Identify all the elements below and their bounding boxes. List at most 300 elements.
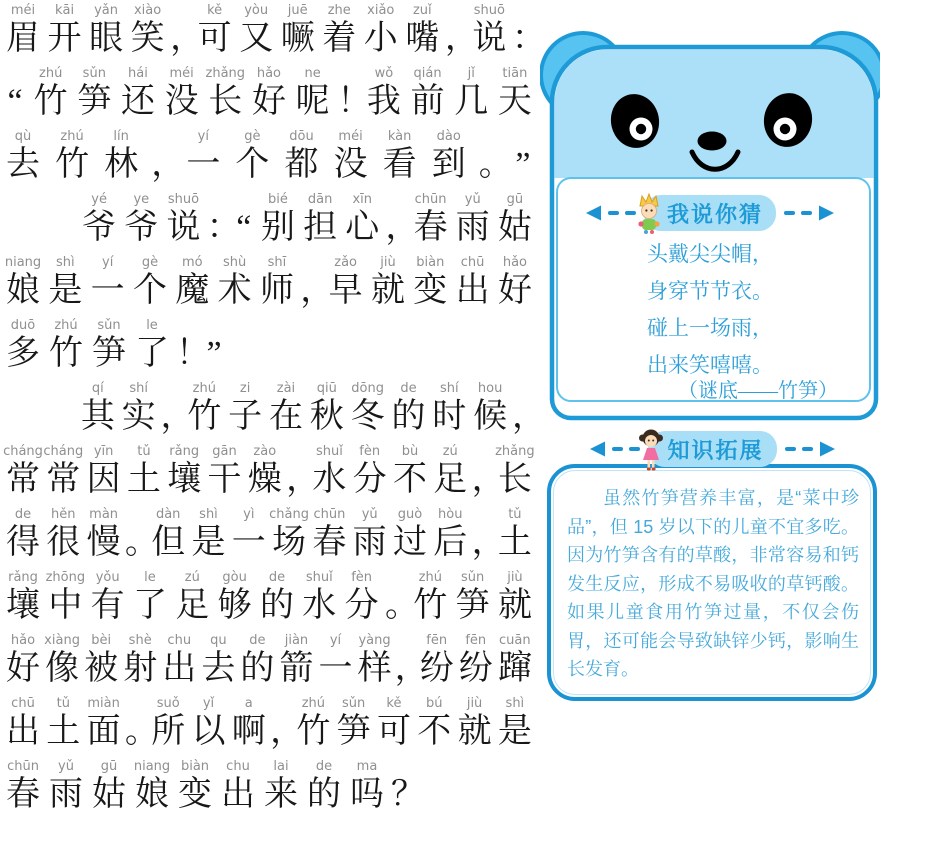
hanzi-cell xyxy=(279,2,317,62)
hanzi-cell xyxy=(87,2,125,62)
pinyin-label: yàng xyxy=(358,633,391,648)
hanzi-char: 啊 xyxy=(231,713,266,750)
hanzi-char: 出 xyxy=(6,713,40,750)
hanzi-cell xyxy=(452,65,490,125)
hanzi-char: 足 xyxy=(433,461,468,498)
hanzi-char: 笑 xyxy=(130,20,165,57)
knowledge-body-text: 虽然竹笋营养丰富，是“菜中珍品”，但 15 岁以下的儿童不宜多吃。因为竹笋含有的草酸，非常容易和钙发生反应，形成不易吸收的草钙酸。如果儿童食用竹笋过量，不仅会伤胃，还可能会导致缺锌少钙，影响生长发育。 xyxy=(567,488,859,679)
pinyin-label: zuǐ xyxy=(412,3,432,18)
pinyin-label: gū xyxy=(100,759,118,774)
pinyin-label: kě xyxy=(207,3,223,18)
pinyin-label: cuān xyxy=(499,633,531,648)
text-line xyxy=(4,2,546,65)
pinyin-label: chu xyxy=(167,633,192,648)
pinyin-label: juē xyxy=(287,3,308,18)
hanzi-cell xyxy=(119,65,157,125)
pinyin-label: de xyxy=(400,381,417,396)
hanzi-char: 竹 xyxy=(187,398,222,435)
hanzi-char: 笋 xyxy=(336,713,371,750)
hanzi-char: 长 xyxy=(497,461,532,498)
pinyin-label: yí xyxy=(102,255,114,270)
pinyin-label: màn xyxy=(89,507,119,522)
hanzi-cell xyxy=(122,191,160,251)
hanzi-char: “ xyxy=(7,83,23,120)
boy-mascot-icon xyxy=(634,193,664,235)
hanzi-char: 林 xyxy=(104,146,139,183)
hanzi-char: 我 xyxy=(366,83,401,120)
pinyin-label: zhe xyxy=(327,3,351,18)
pinyin-label: yòu xyxy=(244,3,269,18)
hanzi-char: ” xyxy=(206,335,222,372)
hanzi-char: 师 xyxy=(259,272,294,309)
hanzi-cell xyxy=(85,695,123,755)
hanzi-char: 后 xyxy=(433,524,468,561)
hanzi-char: 个 xyxy=(132,272,167,309)
hanzi-char: 术 xyxy=(217,272,252,309)
pinyin-label: shí xyxy=(129,381,148,396)
pinyin-label: zi xyxy=(239,381,251,396)
hanzi-char: 好 xyxy=(497,272,532,309)
hanzi-cell xyxy=(277,632,315,692)
hanzi-char: 候 xyxy=(473,398,508,435)
hanzi-cell xyxy=(121,632,159,692)
text-line xyxy=(4,695,534,758)
punctuation-cell xyxy=(4,65,26,125)
riddle-line: 出来笑嘻嘻。 xyxy=(647,353,773,377)
pinyin-label: biàn xyxy=(180,759,210,774)
pinyin-label: niang xyxy=(133,759,171,774)
hanzi-char: 以 xyxy=(191,713,226,750)
hanzi-cell xyxy=(46,2,84,62)
hanzi-char: 可 xyxy=(376,713,411,750)
hanzi-char: ， xyxy=(511,398,546,435)
hanzi-cell xyxy=(205,443,243,503)
hanzi-cell xyxy=(230,506,268,566)
pinyin-label: jiù xyxy=(507,570,523,585)
hanzi-char: ， xyxy=(471,461,506,498)
pinyin-label: yí xyxy=(197,129,209,144)
hanzi-cell xyxy=(4,758,42,818)
hanzi-char: 的 xyxy=(307,776,341,813)
hanzi-cell xyxy=(310,506,348,566)
pinyin-label: ne xyxy=(304,66,321,81)
hanzi-cell xyxy=(454,254,492,314)
hanzi-cell xyxy=(262,758,300,818)
hanzi-char: 出 xyxy=(162,650,197,687)
hanzi-cell xyxy=(233,128,271,188)
pinyin-label: tǔ xyxy=(56,696,70,711)
knowledge-header-label: 知识拓展 xyxy=(667,437,764,463)
pinyin-label: le xyxy=(144,570,156,585)
hanzi-cell xyxy=(43,632,81,692)
pinyin-label: lín xyxy=(113,129,129,144)
hanzi-char: 是 xyxy=(48,272,83,309)
hanzi-char: 出 xyxy=(221,776,255,813)
hanzi-char: 早 xyxy=(328,272,363,309)
pinyin-label: rǎng xyxy=(169,444,200,459)
hanzi-cell xyxy=(246,443,284,503)
punctuation-cell xyxy=(394,632,429,692)
hanzi-char: 担 xyxy=(303,209,338,246)
pinyin-label: shì xyxy=(56,255,75,270)
hanzi-cell xyxy=(165,443,203,503)
punctuation-cell xyxy=(203,317,225,377)
hanzi-cell xyxy=(189,506,227,566)
pinyin-label: sǔn xyxy=(460,570,485,585)
hanzi-char: 慢 xyxy=(86,524,121,561)
hanzi-char: 分 xyxy=(344,587,379,624)
hanzi-cell xyxy=(430,380,468,440)
hanzi-char: ： xyxy=(511,20,546,57)
pinyin-label: de xyxy=(315,759,333,774)
pinyin-label: yì xyxy=(243,507,255,522)
pinyin-label: bèi xyxy=(91,633,112,648)
hanzi-char: 心 xyxy=(345,209,380,246)
hanzi-char: 笋 xyxy=(455,587,490,624)
riddle-panel xyxy=(540,28,880,423)
hanzi-char: 好 xyxy=(6,650,40,687)
hanzi-cell xyxy=(189,695,227,755)
pinyin-label: miàn xyxy=(87,696,120,711)
pinyin-label: zhú xyxy=(301,696,326,711)
knowledge-box xyxy=(547,464,877,701)
hanzi-char: 几 xyxy=(454,83,489,120)
hanzi-cell xyxy=(327,254,365,314)
knowledge-panel-header xyxy=(545,430,880,468)
pinyin-label: zhǎng xyxy=(205,66,246,81)
hanzi-cell xyxy=(238,632,276,692)
pinyin-label: jiù xyxy=(380,255,396,270)
hanzi-cell xyxy=(431,506,469,566)
hanzi-char: “ xyxy=(236,209,252,246)
pinyin-label: ye xyxy=(133,192,150,207)
pinyin-label: zǎo xyxy=(334,255,357,270)
hanzi-char: 被 xyxy=(84,650,119,687)
punctuation-cell xyxy=(176,317,210,377)
hanzi-char: 魔 xyxy=(175,272,210,309)
hanzi-char: 天 xyxy=(497,83,532,120)
punctuation-cell xyxy=(444,2,479,62)
hanzi-cell xyxy=(46,254,84,314)
hanzi-cell xyxy=(362,2,400,62)
hanzi-cell xyxy=(131,569,169,629)
hanzi-cell xyxy=(133,317,171,377)
pinyin-label: xiàng xyxy=(44,633,80,648)
riddle-header-pill xyxy=(644,195,776,231)
hanzi-char: 是 xyxy=(191,524,226,561)
hanzi-char: 秋 xyxy=(309,398,344,435)
hanzi-cell xyxy=(216,569,254,629)
hanzi-char: 其 xyxy=(80,398,115,435)
hanzi-char: 一 xyxy=(186,146,221,183)
pinyin-label: yé xyxy=(91,192,108,207)
pinyin-label: de xyxy=(268,570,286,585)
riddle-line: 身穿节节衣。 xyxy=(647,279,773,303)
hanzi-cell xyxy=(415,695,453,755)
hanzi-char: 没 xyxy=(164,83,199,120)
hanzi-cell xyxy=(496,569,534,629)
hanzi-char: 有 xyxy=(90,587,125,624)
hanzi-char: 别 xyxy=(260,209,295,246)
hanzi-cell xyxy=(454,569,492,629)
dash-arrow-right-icon xyxy=(782,205,834,221)
hanzi-cell xyxy=(199,632,237,692)
hanzi-cell xyxy=(219,758,257,818)
hanzi-char: 射 xyxy=(123,650,158,687)
pinyin-label: hǎo xyxy=(256,66,282,81)
hanzi-char: 土 xyxy=(126,461,161,498)
hanzi-char: ， xyxy=(270,713,305,750)
hanzi-char: 壤 xyxy=(6,587,40,624)
hanzi-char: 就 xyxy=(370,272,405,309)
hanzi-char: 出 xyxy=(455,272,490,309)
hanzi-cell xyxy=(237,2,275,62)
pinyin-label: kàn xyxy=(387,129,412,144)
pinyin-label: chūn xyxy=(414,192,447,207)
hanzi-cell xyxy=(226,380,264,440)
hanzi-cell xyxy=(79,380,117,440)
pinyin-label: niang xyxy=(4,255,42,270)
hanzi-cell xyxy=(411,254,449,314)
hanzi-cell xyxy=(430,128,468,188)
text-line xyxy=(4,128,534,191)
hanzi-char: 竹 xyxy=(49,335,83,372)
pinyin-label: chūn xyxy=(313,507,346,522)
hanzi-cell xyxy=(131,254,169,314)
hanzi-char: 实 xyxy=(121,398,156,435)
hanzi-char: 箭 xyxy=(279,650,314,687)
pinyin-label: lai xyxy=(273,759,289,774)
hanzi-cell xyxy=(184,128,222,188)
knowledge-panel xyxy=(545,430,880,720)
hanzi-char: 干 xyxy=(207,461,242,498)
hanzi-cell xyxy=(149,695,187,755)
hanzi-char: 过 xyxy=(392,524,427,561)
hanzi-cell xyxy=(185,380,223,440)
pinyin-label: qù xyxy=(14,129,32,144)
punctuation-cell xyxy=(478,128,513,188)
hanzi-char: 但 xyxy=(151,524,186,561)
hanzi-cell xyxy=(259,191,297,251)
pinyin-label: tǔ xyxy=(137,444,151,459)
pinyin-label: wǒ xyxy=(374,66,394,81)
hanzi-char: 看 xyxy=(382,146,417,183)
hanzi-char: ！ xyxy=(176,335,210,372)
hanzi-cell xyxy=(230,695,268,755)
panda-right-pupil xyxy=(780,124,790,134)
pinyin-label: fēn xyxy=(465,633,487,648)
hanzi-char: 土 xyxy=(46,713,81,750)
punctuation-cell xyxy=(384,569,419,629)
hanzi-char: ， xyxy=(170,20,205,57)
riddle-line: 头戴尖尖帽， xyxy=(647,242,773,266)
pinyin-label: gè xyxy=(244,129,261,144)
hanzi-char: 变 xyxy=(178,776,212,813)
hanzi-cell xyxy=(44,506,82,566)
hanzi-char: 去 xyxy=(6,146,40,183)
pinyin-label: zhú xyxy=(60,129,84,144)
pinyin-label: de xyxy=(14,507,32,522)
hanzi-char: 壤 xyxy=(167,461,202,498)
pinyin-label: fèn xyxy=(359,444,381,459)
hanzi-char: ！ xyxy=(337,83,372,120)
pinyin-label: bù xyxy=(401,444,419,459)
hanzi-cell xyxy=(457,632,495,692)
hanzi-char: 。 xyxy=(124,713,159,750)
dash-arrow-left-icon xyxy=(586,205,638,221)
hanzi-cell xyxy=(310,443,348,503)
pinyin-label: zào xyxy=(253,444,277,459)
panda-left-pupil xyxy=(636,124,646,134)
hanzi-cell xyxy=(471,380,509,440)
hanzi-cell xyxy=(301,191,339,251)
hanzi-cell xyxy=(4,632,42,692)
punctuation-cell xyxy=(270,695,305,755)
pinyin-label: sǔn xyxy=(82,66,106,81)
hanzi-char: 很 xyxy=(46,524,81,561)
hanzi-cell xyxy=(89,569,127,629)
pinyin-label: yīn xyxy=(93,444,114,459)
punctuation-cell xyxy=(391,758,425,818)
hanzi-cell xyxy=(267,380,305,440)
pinyin-label: cháng xyxy=(3,444,43,459)
hanzi-cell xyxy=(431,443,469,503)
pinyin-label: xiào xyxy=(133,3,162,18)
text-line xyxy=(4,632,534,695)
pinyin-label: biàn xyxy=(416,255,445,270)
hanzi-cell xyxy=(4,443,42,503)
pinyin-label: qiū xyxy=(316,381,337,396)
pinyin-label: chū xyxy=(11,696,35,711)
hanzi-char: 没 xyxy=(333,146,368,183)
hanzi-cell xyxy=(75,65,113,125)
text-line xyxy=(4,758,534,821)
hanzi-cell xyxy=(409,65,447,125)
hanzi-char: 一 xyxy=(231,524,266,561)
punctuation-cell xyxy=(124,695,159,755)
pinyin-label: hǎo xyxy=(502,255,528,270)
hanzi-char: 前 xyxy=(410,83,445,120)
hanzi-cell xyxy=(46,569,84,629)
hanzi-char: ， xyxy=(471,524,506,561)
hanzi-char: ， xyxy=(286,461,321,498)
hanzi-cell xyxy=(47,317,85,377)
hanzi-char: 。 xyxy=(478,146,513,183)
punctuation-cell xyxy=(511,380,546,440)
hanzi-char: 够 xyxy=(217,587,252,624)
punctuation-cell xyxy=(471,443,506,503)
pinyin-label: xiǎo xyxy=(367,3,395,18)
pinyin-label: chū xyxy=(460,255,485,270)
hanzi-cell xyxy=(456,695,494,755)
hanzi-char: 雨 xyxy=(455,209,490,246)
hanzi-cell xyxy=(44,443,82,503)
hanzi-char: 竹 xyxy=(33,83,68,120)
punctuation-cell xyxy=(337,65,372,125)
pinyin-label: gè xyxy=(141,255,159,270)
text-line xyxy=(4,191,534,254)
hanzi-cell xyxy=(348,758,386,818)
pinyin-label: qí xyxy=(91,381,104,396)
hanzi-char: 所 xyxy=(151,713,186,750)
punctuation-cell xyxy=(511,2,546,62)
hanzi-char: 了 xyxy=(132,587,167,624)
hanzi-char: 春 xyxy=(312,524,347,561)
knowledge-header-pill xyxy=(648,431,776,467)
riddle-panel-header xyxy=(540,195,880,231)
hanzi-cell xyxy=(496,695,534,755)
hanzi-cell xyxy=(173,254,211,314)
hanzi-cell xyxy=(4,506,42,566)
pinyin-label: gòu xyxy=(222,570,247,585)
hanzi-char: 就 xyxy=(497,587,532,624)
hanzi-cell xyxy=(300,569,338,629)
hanzi-char: 雨 xyxy=(49,776,83,813)
hanzi-char: 就 xyxy=(457,713,492,750)
hanzi-char: ” xyxy=(515,146,531,183)
pinyin-label: hòu xyxy=(438,507,463,522)
hanzi-char: ， xyxy=(151,146,186,183)
hanzi-cell xyxy=(270,506,308,566)
hanzi-cell xyxy=(335,695,373,755)
hanzi-cell xyxy=(47,758,85,818)
hanzi-char: 开 xyxy=(47,20,82,57)
hanzi-cell xyxy=(32,65,70,125)
punctuation-cell xyxy=(286,443,321,503)
girl-mascot-icon xyxy=(638,428,664,472)
hanzi-char: ？ xyxy=(391,776,425,813)
pinyin-label: suǒ xyxy=(156,696,180,711)
pinyin-label: chǎng xyxy=(269,507,310,522)
pinyin-label: shuǐ xyxy=(305,570,333,585)
pinyin-label: méi xyxy=(338,129,363,144)
pinyin-label: shì xyxy=(505,696,525,711)
hanzi-char: 时 xyxy=(432,398,467,435)
pinyin-label: a xyxy=(244,696,253,711)
hanzi-cell xyxy=(418,632,456,692)
hanzi-cell xyxy=(496,191,534,251)
hanzi-char: 眼 xyxy=(89,20,124,57)
pinyin-label: zhú xyxy=(39,66,63,81)
hanzi-char: 长 xyxy=(208,83,243,120)
hanzi-cell xyxy=(356,632,394,692)
hanzi-cell xyxy=(294,65,332,125)
pinyin-label: jiù xyxy=(466,696,483,711)
hanzi-char: 燥 xyxy=(247,461,282,498)
hanzi-char: 爷 xyxy=(82,209,117,246)
hanzi-char: 足 xyxy=(175,587,210,624)
hanzi-cell xyxy=(282,128,320,188)
hanzi-cell xyxy=(90,317,128,377)
hanzi-cell xyxy=(349,380,387,440)
hanzi-cell xyxy=(4,128,42,188)
hanzi-cell xyxy=(89,254,127,314)
hanzi-cell xyxy=(412,191,450,251)
hanzi-char: 变 xyxy=(413,272,448,309)
hanzi-char: 个 xyxy=(235,146,270,183)
hanzi-char: 又 xyxy=(239,20,274,57)
punctuation-cell xyxy=(151,128,186,188)
riddle-lines xyxy=(540,236,880,384)
pinyin-label: yǎn xyxy=(94,3,119,18)
hanzi-cell xyxy=(163,65,201,125)
hanzi-char: ， xyxy=(300,272,335,309)
punctuation-cell xyxy=(170,2,205,62)
hanzi-char: 去 xyxy=(201,650,236,687)
hanzi-char: 像 xyxy=(45,650,80,687)
pinyin-label: yí xyxy=(329,633,342,648)
pinyin-label: kāi xyxy=(54,3,75,18)
